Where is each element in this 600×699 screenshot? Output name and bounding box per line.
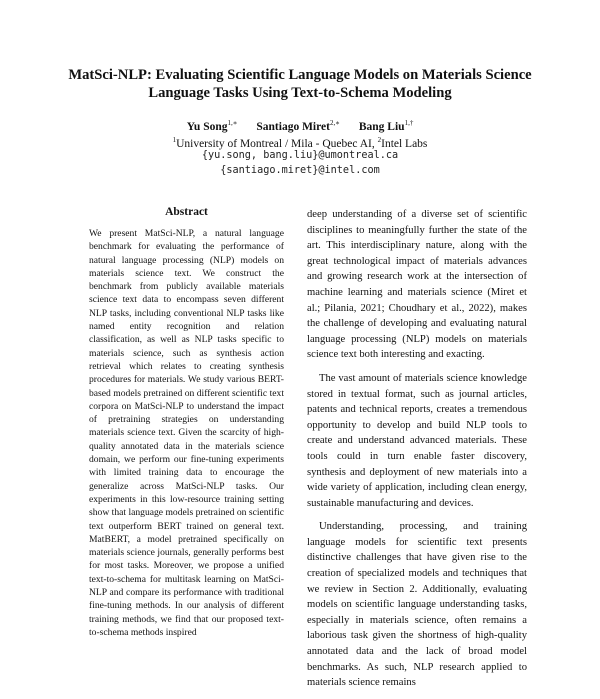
author: Santiago Miret$^{2,∗}$: [256, 119, 340, 133]
title-line-1: MatSci-NLP: Evaluating Scientific Language Models on Materials Science: [68, 67, 532, 83]
title-line-2: Language Tasks Using Text-to-Schema Modeling: [148, 85, 452, 101]
affiliations: $^1$University of Montreal / Mila - Quebec AI, $^2$Intel Labs: [172, 136, 428, 150]
email-line-2: {santiago.miret}@intel.com: [220, 165, 380, 176]
email-line-1: {yu.song, bang.liu}@umontreal.ca: [201, 150, 399, 161]
body-column-right: [307, 207, 527, 699]
abstract-column: [89, 205, 284, 639]
abstract-heading: Abstract: [165, 206, 208, 218]
abstract-body: We present MatSci-NLP, a natural language benchmark for evaluating the performance of natural language processing (NLP) models on materials science text. We construct the benchmark from publicly available materials science text data to encompass seven different NLP tasks, including conventional NLP tasks like named entity recognition and relation classification, as well as NLP tasks specific to materials science, such as synthesis action retrieval which relates to creating synthesis procedures for materials. We study various BERT-based models pretrained on different scientific text corpora on MatSci-NLP to understand the impact of pretraining strategies on understanding materials science text. Given the scarcity of high-quality annotated data in the materials science domain, we perform our fine-tuning experiments with limited training data to encourage the generalize across MatSci-NLP tasks. Our experiments in this low-resource training setting show that language models pretrained on scientific text outperform BERT trained on general text. MatBERT, a model pretrained specifically on materials science journals, generally performs best for most tasks. Moreover, we propose a unified text-to-schema for multitask learning on MatSci-NLP and compare its performance with traditional fine-tuning methods. In our analysis of different training methods, we find that our proposed text-to-schema methods inspired: [89, 228, 285, 638]
body-paragraph: Understanding, processing, and training language models for scientific text presents distinctive challenges that have given rise to the creation of specialized models and techniques that we review in Section 2. Additionally, evaluating models on scientific language understanding tasks, especially in materials science, often remains a laborious task given the shortness of high-quality annotated data and the lack of broad model benchmarks. As such, NLP research applied to materials science remains: [307, 521, 527, 689]
author: Bang Liu$^{1,\dagger}$: [358, 119, 414, 133]
paper-title: [0, 66, 600, 102]
body-paragraph: deep understanding of a diverse set of scientific disciplines to meaningfully further the state of the art. This interdisciplinary nature, along with the great technological impact of materials advances and growing research work at the intersection of machine learning and materials science (Miret et al.; Pilania, 2021; Choudhary et al., 2022), makes the challenge of developing and evaluating natural language processing (NLP) models on materials science text both interesting and exacting.: [307, 209, 527, 361]
body-paragraph: The vast amount of materials science knowledge stored in textual format, such as journal articles, patents and technical reports, creates a tremendous opportunity to develop and build NLP tools to create and understand advanced materials. These tools could in turn enable faster discovery, synthesis and deployment of new materials into a wide variety of application, including clean energy, sustainable manufacturing and devices.: [307, 372, 527, 509]
author: Yu Song$^{1,∗}$: [186, 119, 238, 133]
author-list: [0, 119, 600, 133]
